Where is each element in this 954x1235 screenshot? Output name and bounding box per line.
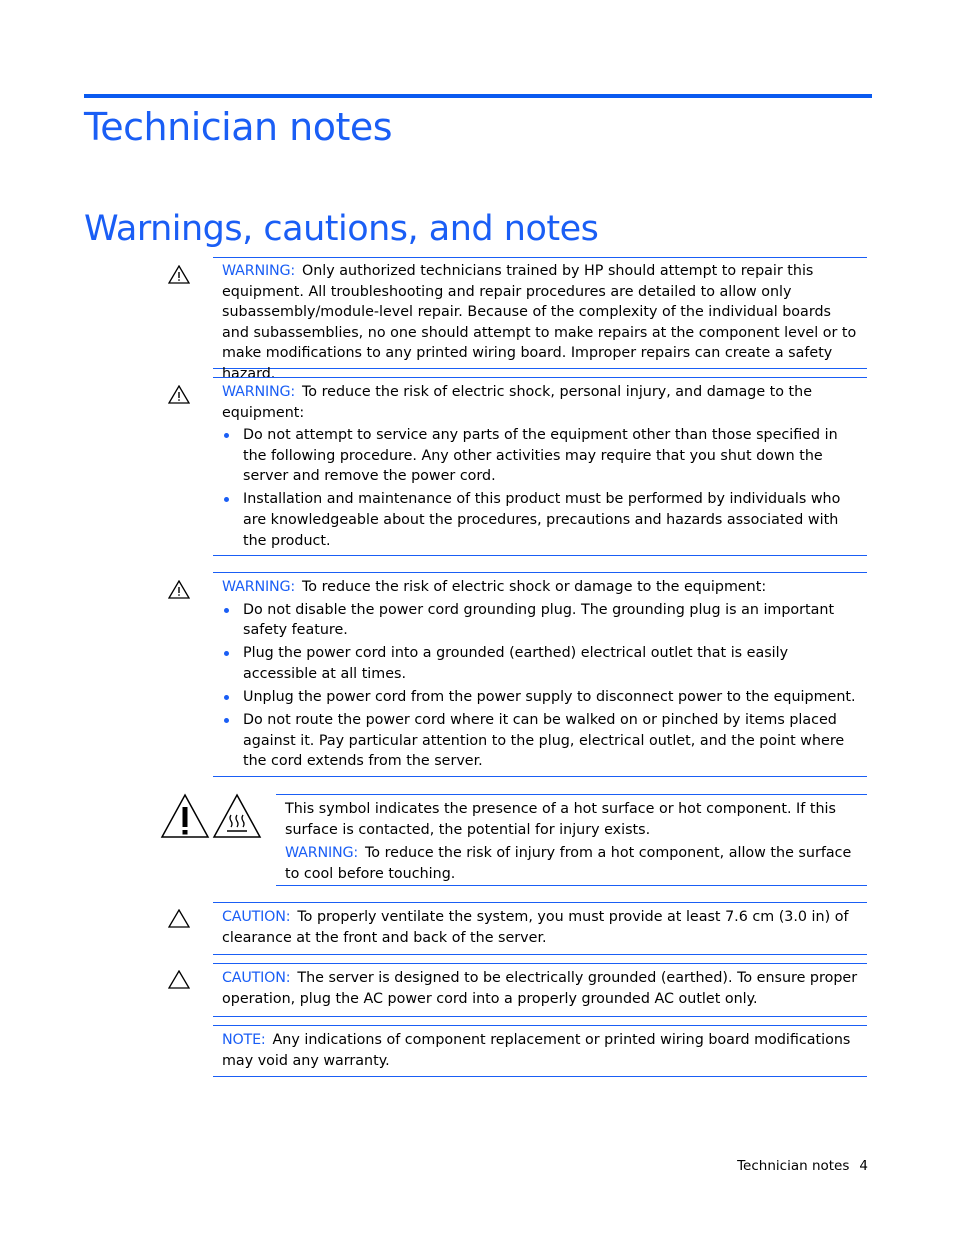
warning-box (213, 377, 867, 556)
list-item: Plug the power cord into a grounded (earthed) electrical outlet that is easily accessible at all times. (222, 643, 861, 684)
bullet-icon (224, 433, 229, 438)
warning-triangle-icon (168, 580, 190, 599)
bullet-icon (224, 497, 229, 502)
note-text: To reduce the risk of electric shock or damage to the equipment: (301, 579, 767, 595)
note-text: Only authorized technicians trained by HP should attempt to repair this equipment. All troubleshooting and repair procedures are detailed to allow only subassembly/module-level repair. Because of the complexity of the individual boards and subassemblies, no one should attempt to make repairs at the component level or to make modifications to any printed wiring board. Improper repairs can create a safety hazard. (222, 263, 857, 382)
hot-surface-box (276, 794, 867, 886)
warning-triangle-icon (168, 385, 190, 404)
bullet-icon (224, 608, 229, 613)
list-item: Do not attempt to service any parts of the equipment other than those specified in the following procedure. Any other activities may require that you shut down the server and remove the power cord. (222, 425, 861, 487)
note-label: WARNING: (222, 384, 295, 400)
list-item: Do not route the power cord where it can be walked on or pinched by items placed against it. Pay particular attention to the plug, electrical outlet, and the point where the cord extends from the server. (222, 710, 861, 772)
note-text: Any indications of component replacement or printed wiring board modifications may void any warranty. (222, 1032, 851, 1069)
note-label: CAUTION: (222, 909, 291, 925)
warning-triangle-icon (168, 265, 190, 284)
note-text: This symbol indicates the presence of a hot surface or hot component. If this surface is contacted, the potential for injury exists. (285, 801, 836, 838)
footer-section: Technician notes (737, 1158, 850, 1174)
note-label: WARNING: (222, 263, 295, 279)
bullet-icon (224, 695, 229, 700)
bullet-icon (224, 651, 229, 656)
note-box (213, 1025, 867, 1077)
warning-exclamation-icon (160, 793, 210, 839)
note-label: CAUTION: (222, 970, 291, 986)
note-label: NOTE: (222, 1032, 266, 1048)
note-label: WARNING: (222, 579, 295, 595)
note-text: To reduce the risk of injury from a hot component, allow the surface to cool before touching. (285, 845, 852, 882)
bullet-icon (224, 718, 229, 723)
note-label: WARNING: (285, 845, 358, 862)
caution-triangle-icon (168, 909, 190, 928)
hot-surface-icon (212, 793, 262, 839)
caution-box (213, 963, 867, 1017)
section-title: Warnings, cautions, and notes (84, 209, 599, 249)
note-text: To properly ventilate the system, you must provide at least 7.6 cm (3.0 in) of clearance at the front and back of the server. (222, 909, 849, 946)
list-item: Installation and maintenance of this product must be performed by individuals who are knowledgeable about the procedures, precautions and hazards associated with the product. (222, 489, 861, 551)
warning-box (213, 257, 867, 382)
caution-box (213, 902, 867, 955)
list-item: Do not disable the power cord grounding plug. The grounding plug is an important safety feature. (222, 600, 861, 641)
list-item: Unplug the power cord from the power supply to disconnect power to the equipment. (222, 687, 861, 708)
caution-triangle-icon (168, 970, 190, 989)
warning-box (213, 572, 867, 777)
note-text: The server is designed to be electrically grounded (earthed). To ensure proper operation, plug the AC power cord into a properly grounded AC outlet only. (222, 970, 858, 1007)
page-number: 4 (859, 1158, 868, 1174)
note-text: To reduce the risk of electric shock, personal injury, and damage to the equipment: (222, 384, 813, 421)
page-footer (727, 1158, 868, 1174)
title-rule (84, 94, 872, 98)
page-title: Technician notes (84, 105, 393, 149)
